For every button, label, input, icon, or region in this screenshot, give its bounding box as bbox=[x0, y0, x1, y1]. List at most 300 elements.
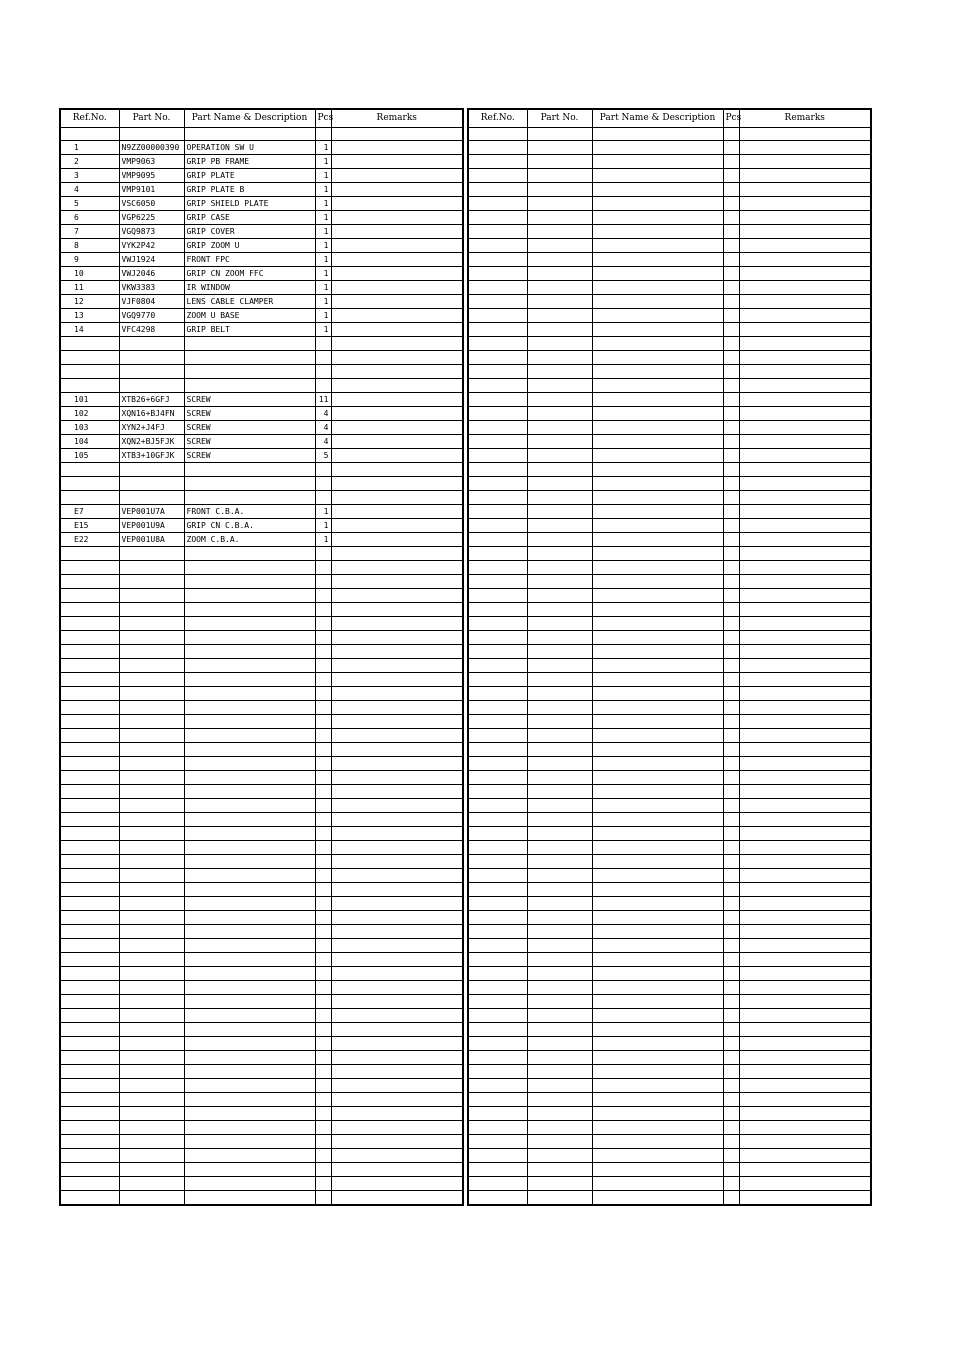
table-row bbox=[468, 1121, 871, 1135]
cell-part bbox=[119, 743, 184, 757]
table-row bbox=[60, 197, 463, 211]
cell-pcs bbox=[723, 701, 739, 715]
cell-name bbox=[592, 1163, 723, 1177]
cell-ref bbox=[468, 407, 527, 421]
cell-part bbox=[527, 1037, 592, 1051]
cell-ref bbox=[60, 1093, 119, 1107]
cell-remarks bbox=[739, 505, 871, 519]
cell-remarks bbox=[331, 407, 463, 421]
cell-ref bbox=[60, 463, 119, 477]
cell-part bbox=[527, 1149, 592, 1163]
cell-ref bbox=[60, 911, 119, 925]
cell-pcs bbox=[723, 617, 739, 631]
cell-part bbox=[527, 1191, 592, 1206]
cell-part bbox=[527, 771, 592, 785]
cell-remarks bbox=[739, 855, 871, 869]
cell-name bbox=[184, 1121, 315, 1135]
cell-name bbox=[592, 841, 723, 855]
cell-ref bbox=[60, 1065, 119, 1079]
table-row bbox=[468, 155, 871, 169]
table-row bbox=[60, 981, 463, 995]
cell-ref bbox=[468, 757, 527, 771]
cell-ref bbox=[468, 939, 527, 953]
cell-name bbox=[592, 183, 723, 197]
cell-part bbox=[119, 617, 184, 631]
cell-ref bbox=[60, 477, 119, 491]
cell-name bbox=[592, 533, 723, 547]
cell-remarks bbox=[331, 1051, 463, 1065]
cell-part bbox=[527, 337, 592, 351]
cell-ref bbox=[468, 953, 527, 967]
cell-remarks bbox=[739, 575, 871, 589]
cell-part bbox=[527, 757, 592, 771]
cell-part bbox=[119, 911, 184, 925]
cell-remarks bbox=[331, 771, 463, 785]
cell-name bbox=[592, 715, 723, 729]
cell-remarks bbox=[739, 491, 871, 505]
cell-name bbox=[592, 575, 723, 589]
cell-remarks bbox=[739, 869, 871, 883]
cell-name bbox=[184, 1177, 315, 1191]
cell-remarks bbox=[739, 365, 871, 379]
cell-remarks bbox=[739, 967, 871, 981]
table-row bbox=[60, 701, 463, 715]
cell-name bbox=[184, 1093, 315, 1107]
cell-pcs bbox=[723, 799, 739, 813]
cell-remarks bbox=[739, 995, 871, 1009]
cell-ref bbox=[468, 1191, 527, 1206]
cell-part bbox=[527, 435, 592, 449]
cell-ref bbox=[468, 813, 527, 827]
cell-ref: E15 bbox=[60, 519, 119, 533]
cell-remarks bbox=[331, 1093, 463, 1107]
cell-ref bbox=[468, 575, 527, 589]
table-row bbox=[468, 267, 871, 281]
cell-name bbox=[184, 841, 315, 855]
cell-remarks bbox=[739, 939, 871, 953]
cell-ref bbox=[60, 1149, 119, 1163]
cell-ref bbox=[60, 645, 119, 659]
table-row bbox=[60, 1163, 463, 1177]
table-row bbox=[468, 729, 871, 743]
cell-pcs bbox=[315, 911, 331, 925]
cell-part bbox=[119, 925, 184, 939]
table-row bbox=[468, 995, 871, 1009]
header-part-name: Part Name & Description bbox=[184, 109, 315, 128]
cell-name: SCREW bbox=[184, 449, 315, 463]
cell-remarks bbox=[739, 827, 871, 841]
cell-remarks bbox=[739, 197, 871, 211]
table-row bbox=[60, 477, 463, 491]
header-remarks: Remarks bbox=[739, 109, 871, 128]
cell-part bbox=[527, 701, 592, 715]
table-row bbox=[468, 869, 871, 883]
cell-ref: 1 bbox=[60, 141, 119, 155]
table-row bbox=[468, 421, 871, 435]
table-row bbox=[468, 309, 871, 323]
cell-remarks bbox=[331, 841, 463, 855]
cell-ref bbox=[468, 925, 527, 939]
table-row bbox=[468, 981, 871, 995]
cell-name bbox=[184, 491, 315, 505]
table-row bbox=[468, 897, 871, 911]
cell-part: VEP001U8A bbox=[119, 533, 184, 547]
cell-remarks bbox=[739, 659, 871, 673]
cell-pcs bbox=[723, 715, 739, 729]
cell-ref bbox=[60, 1191, 119, 1206]
table-row bbox=[60, 561, 463, 575]
cell-part bbox=[527, 589, 592, 603]
cell-ref bbox=[468, 351, 527, 365]
table-row bbox=[60, 785, 463, 799]
cell-pcs bbox=[723, 1191, 739, 1206]
cell-part: XYN2+J4FJ bbox=[119, 421, 184, 435]
cell-ref bbox=[60, 379, 119, 393]
table-row bbox=[60, 631, 463, 645]
cell-remarks bbox=[331, 393, 463, 407]
cell-part bbox=[527, 939, 592, 953]
cell-name bbox=[592, 211, 723, 225]
cell-name bbox=[592, 1191, 723, 1206]
cell-pcs bbox=[723, 421, 739, 435]
cell-name bbox=[184, 617, 315, 631]
cell-remarks bbox=[739, 911, 871, 925]
cell-part bbox=[527, 197, 592, 211]
cell-remarks bbox=[331, 967, 463, 981]
cell-ref: 3 bbox=[60, 169, 119, 183]
cell-ref bbox=[60, 561, 119, 575]
cell-name bbox=[592, 449, 723, 463]
cell-name bbox=[592, 337, 723, 351]
cell-remarks bbox=[739, 463, 871, 477]
cell-part bbox=[527, 897, 592, 911]
cell-part bbox=[527, 1121, 592, 1135]
cell-pcs bbox=[315, 869, 331, 883]
cell-pcs bbox=[723, 1121, 739, 1135]
cell-pcs bbox=[315, 631, 331, 645]
table-row bbox=[60, 337, 463, 351]
table-row bbox=[468, 603, 871, 617]
table-row bbox=[468, 1163, 871, 1177]
cell-pcs bbox=[315, 1121, 331, 1135]
table-row bbox=[468, 561, 871, 575]
cell-pcs bbox=[315, 561, 331, 575]
cell-remarks bbox=[331, 785, 463, 799]
cell-name bbox=[592, 547, 723, 561]
cell-name bbox=[184, 925, 315, 939]
cell-ref: E22 bbox=[60, 533, 119, 547]
cell-pcs bbox=[315, 379, 331, 393]
cell-name bbox=[184, 729, 315, 743]
cell-remarks bbox=[739, 253, 871, 267]
cell-remarks bbox=[739, 1037, 871, 1051]
cell-name bbox=[184, 953, 315, 967]
cell-name: GRIP CASE bbox=[184, 211, 315, 225]
cell-remarks bbox=[739, 743, 871, 757]
cell-ref bbox=[468, 183, 527, 197]
cell-ref: 7 bbox=[60, 225, 119, 239]
cell-part bbox=[527, 911, 592, 925]
cell-pcs: 1 bbox=[315, 533, 331, 547]
cell-part bbox=[119, 869, 184, 883]
cell-ref bbox=[60, 869, 119, 883]
cell-pcs bbox=[315, 981, 331, 995]
cell-part bbox=[119, 379, 184, 393]
cell-remarks bbox=[739, 925, 871, 939]
cell-remarks bbox=[739, 407, 871, 421]
cell-part bbox=[527, 673, 592, 687]
cell-pcs: 1 bbox=[315, 239, 331, 253]
cell-ref: 101 bbox=[60, 393, 119, 407]
cell-ref bbox=[468, 155, 527, 169]
table-row bbox=[60, 155, 463, 169]
table-row bbox=[60, 491, 463, 505]
cell-pcs bbox=[723, 995, 739, 1009]
cell-name bbox=[184, 1079, 315, 1093]
cell-part: N9ZZ00000390 bbox=[119, 141, 184, 155]
cell-pcs: 1 bbox=[315, 169, 331, 183]
table-row bbox=[60, 533, 463, 547]
cell-ref bbox=[60, 897, 119, 911]
cell-ref bbox=[468, 281, 527, 295]
cell-part bbox=[527, 183, 592, 197]
cell-part bbox=[527, 561, 592, 575]
cell-name bbox=[184, 1023, 315, 1037]
cell-part bbox=[119, 645, 184, 659]
cell-part bbox=[527, 995, 592, 1009]
table-row bbox=[468, 1023, 871, 1037]
cell-pcs bbox=[723, 841, 739, 855]
cell-pcs bbox=[315, 785, 331, 799]
cell-pcs bbox=[315, 1191, 331, 1206]
cell-remarks bbox=[739, 883, 871, 897]
cell-name: IR WINDOW bbox=[184, 281, 315, 295]
cell-part bbox=[527, 351, 592, 365]
cell-name bbox=[184, 785, 315, 799]
cell-name bbox=[592, 239, 723, 253]
cell-remarks bbox=[331, 295, 463, 309]
cell-pcs bbox=[315, 827, 331, 841]
cell-part bbox=[119, 365, 184, 379]
cell-pcs bbox=[723, 491, 739, 505]
cell-name: SCREW bbox=[184, 435, 315, 449]
cell-ref: 102 bbox=[60, 407, 119, 421]
cell-pcs bbox=[723, 939, 739, 953]
cell-pcs: 1 bbox=[315, 211, 331, 225]
cell-ref bbox=[468, 1079, 527, 1093]
table-row bbox=[468, 323, 871, 337]
cell-remarks bbox=[331, 799, 463, 813]
table-row bbox=[468, 435, 871, 449]
cell-part bbox=[119, 603, 184, 617]
cell-remarks bbox=[739, 421, 871, 435]
cell-ref bbox=[468, 365, 527, 379]
cell-name bbox=[592, 995, 723, 1009]
table-row bbox=[60, 883, 463, 897]
cell-ref bbox=[468, 1163, 527, 1177]
cell-name bbox=[592, 645, 723, 659]
cell-remarks bbox=[331, 757, 463, 771]
cell-pcs bbox=[315, 771, 331, 785]
cell-ref bbox=[468, 855, 527, 869]
table-row bbox=[60, 267, 463, 281]
cell-name bbox=[592, 813, 723, 827]
cell-ref bbox=[468, 771, 527, 785]
cell-name bbox=[592, 1009, 723, 1023]
cell-ref bbox=[468, 337, 527, 351]
cell-name bbox=[592, 421, 723, 435]
cell-remarks bbox=[739, 225, 871, 239]
cell-part bbox=[119, 547, 184, 561]
cell-part bbox=[527, 827, 592, 841]
cell-part bbox=[119, 1093, 184, 1107]
table-row bbox=[468, 505, 871, 519]
cell-name bbox=[184, 337, 315, 351]
cell-name bbox=[184, 589, 315, 603]
header-pcs: Pcs bbox=[315, 109, 331, 128]
cell-remarks bbox=[331, 1177, 463, 1191]
cell-ref bbox=[60, 1177, 119, 1191]
table-row bbox=[60, 771, 463, 785]
cell-pcs bbox=[315, 967, 331, 981]
cell-part: XQN2+BJ5FJK bbox=[119, 435, 184, 449]
cell-pcs: 1 bbox=[315, 197, 331, 211]
cell-ref bbox=[468, 421, 527, 435]
cell-ref bbox=[468, 239, 527, 253]
cell-remarks bbox=[331, 1009, 463, 1023]
table-row bbox=[60, 603, 463, 617]
cell-pcs bbox=[723, 911, 739, 925]
cell-part bbox=[119, 1037, 184, 1051]
cell-ref bbox=[60, 337, 119, 351]
table-row bbox=[60, 757, 463, 771]
cell-ref bbox=[60, 1051, 119, 1065]
table-row bbox=[60, 869, 463, 883]
cell-pcs bbox=[723, 267, 739, 281]
cell-remarks bbox=[331, 491, 463, 505]
cell-pcs bbox=[723, 981, 739, 995]
cell-ref bbox=[468, 869, 527, 883]
cell-pcs bbox=[315, 897, 331, 911]
cell-ref bbox=[468, 211, 527, 225]
table-row bbox=[60, 1051, 463, 1065]
cell-pcs bbox=[723, 561, 739, 575]
table-row bbox=[468, 659, 871, 673]
header-row bbox=[60, 109, 463, 128]
header-part-no: Part No. bbox=[527, 109, 592, 128]
cell-remarks bbox=[739, 547, 871, 561]
cell-part bbox=[119, 1051, 184, 1065]
table-row bbox=[468, 141, 871, 155]
cell-name bbox=[592, 141, 723, 155]
cell-part bbox=[119, 477, 184, 491]
cell-part bbox=[119, 491, 184, 505]
table-row bbox=[60, 659, 463, 673]
cell-part: VKW3383 bbox=[119, 281, 184, 295]
cell-name bbox=[592, 351, 723, 365]
cell-remarks bbox=[739, 799, 871, 813]
cell-ref bbox=[468, 687, 527, 701]
cell-name: GRIP CN ZOOM FFC bbox=[184, 267, 315, 281]
cell-remarks bbox=[739, 1009, 871, 1023]
cell-part: VMP9101 bbox=[119, 183, 184, 197]
cell-pcs: 1 bbox=[315, 267, 331, 281]
table-row bbox=[468, 617, 871, 631]
cell-remarks bbox=[739, 183, 871, 197]
cell-remarks bbox=[331, 1135, 463, 1149]
cell-name bbox=[184, 575, 315, 589]
cell-part bbox=[527, 575, 592, 589]
cell-name bbox=[592, 869, 723, 883]
cell-name bbox=[592, 379, 723, 393]
table-row bbox=[468, 533, 871, 547]
cell-part bbox=[119, 855, 184, 869]
cell-remarks bbox=[331, 225, 463, 239]
cell-pcs bbox=[315, 1009, 331, 1023]
cell-part bbox=[527, 421, 592, 435]
cell-name bbox=[592, 659, 723, 673]
cell-part bbox=[527, 281, 592, 295]
cell-part: VMP9063 bbox=[119, 155, 184, 169]
cell-ref bbox=[468, 519, 527, 533]
table-row bbox=[468, 757, 871, 771]
cell-part: VSC6050 bbox=[119, 197, 184, 211]
cell-ref bbox=[468, 169, 527, 183]
cell-pcs bbox=[723, 379, 739, 393]
table-row bbox=[468, 393, 871, 407]
cell-part bbox=[119, 813, 184, 827]
cell-part bbox=[527, 211, 592, 225]
cell-remarks bbox=[331, 463, 463, 477]
table-row bbox=[468, 449, 871, 463]
cell-remarks bbox=[739, 785, 871, 799]
table-row bbox=[60, 211, 463, 225]
header-remarks: Remarks bbox=[331, 109, 463, 128]
cell-pcs: 1 bbox=[315, 183, 331, 197]
cell-ref bbox=[60, 547, 119, 561]
cell-ref bbox=[60, 771, 119, 785]
table-row bbox=[468, 225, 871, 239]
cell-pcs bbox=[315, 351, 331, 365]
cell-pcs bbox=[315, 1037, 331, 1051]
cell-remarks bbox=[331, 659, 463, 673]
cell-ref bbox=[468, 253, 527, 267]
cell-name: GRIP PLATE B bbox=[184, 183, 315, 197]
cell-name: FRONT C.B.A. bbox=[184, 505, 315, 519]
header-part-no: Part No. bbox=[119, 109, 184, 128]
cell-part bbox=[119, 827, 184, 841]
cell-pcs bbox=[315, 687, 331, 701]
table-row bbox=[60, 813, 463, 827]
cell-part bbox=[527, 603, 592, 617]
cell-pcs bbox=[315, 603, 331, 617]
cell-part bbox=[527, 617, 592, 631]
cell-name bbox=[184, 799, 315, 813]
table-row bbox=[468, 771, 871, 785]
cell-name bbox=[592, 1065, 723, 1079]
cell-pcs bbox=[723, 1177, 739, 1191]
cell-part bbox=[527, 631, 592, 645]
cell-ref bbox=[468, 197, 527, 211]
cell-part bbox=[527, 1093, 592, 1107]
cell-name bbox=[592, 491, 723, 505]
cell-ref bbox=[468, 701, 527, 715]
cell-part bbox=[527, 1079, 592, 1093]
cell-part bbox=[119, 561, 184, 575]
cell-pcs bbox=[723, 631, 739, 645]
table-row bbox=[468, 239, 871, 253]
cell-remarks bbox=[331, 533, 463, 547]
